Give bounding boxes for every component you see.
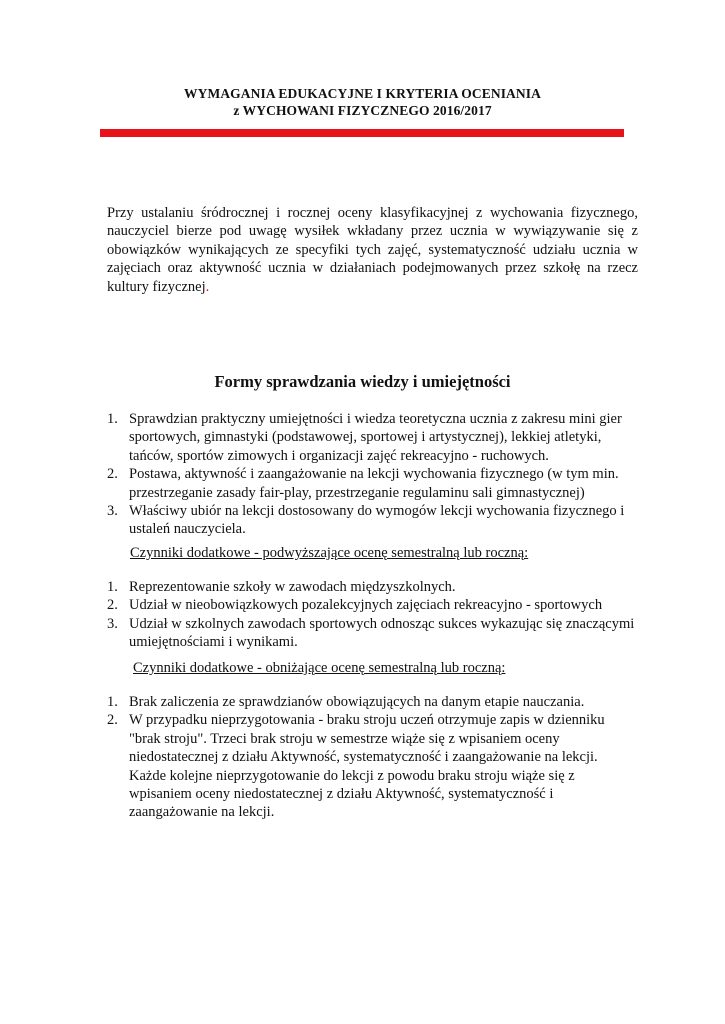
document-title <box>0 85 725 119</box>
list-item <box>107 615 638 652</box>
list-item <box>107 578 638 596</box>
intro-trailing-mark: . <box>205 278 210 295</box>
item-text: Udział w nieobowiązkowych pozalekcyjnych zajęciach rekreacyjno - sportowych <box>129 597 603 614</box>
item-number: 3. <box>107 615 118 632</box>
section-heading: Formy sprawdzania wiedzy i umiejętności <box>214 372 511 391</box>
raising-factors-list <box>107 578 638 652</box>
intro-text: Przy ustalaniu śródrocznej i rocznej oceny klasyfikacyjnej z wychowania fizycznego, nauczyciel bierze pod uwagę wysiłek wkładany przez ucznia w wywiązywanie się z obowiązków wynikających ze specyfiki tych zajęć, systematyczność udziału ucznia w zajęciach oraz aktywność ucznia w działaniach podejmowanych przez szkołę na rzecz kultury fizycznej <box>107 205 638 295</box>
item-number: 2. <box>107 712 118 729</box>
intro-paragraph <box>107 204 638 296</box>
item-text: Reprezentowanie szkoły w zawodach międzyszkolnych. <box>129 579 456 595</box>
item-text: Udział w szkolnych zawodach sportowych odnosząc sukces wykazując się znaczącymi umiejętnościami i wynikami. <box>129 615 635 651</box>
list-item <box>107 410 638 465</box>
item-number: 1. <box>107 579 118 595</box>
list-item <box>107 693 638 711</box>
lowering-factors-heading: Czynniki dodatkowe - obniżające ocenę semestralną lub roczną: <box>133 660 506 676</box>
item-number: 3. <box>107 503 118 520</box>
item-text: Sprawdzian praktyczny umiejętności i wiedza teoretyczna ucznia z zakresu mini gier sportowych, gimnastyki (podstawowej, sportowej i artystycznej), lekkiej atletyki, tańców, sportów zimowych i organizacji zajęć rekreacyjno - ruchowych. <box>129 411 622 464</box>
item-text: W przypadku nieprzygotowania - braku stroju uczeń otrzymuje zapis w dzienniku "brak stroju". Trzeci brak stroju w semestrze wiąże się z wpisaniem oceny niedostatecznej z działu Aktywność, systematyczność i zaangażowanie na lekcji. Każde kolejne nieprzygotowanie do lekcji z powodu braku stroju wiąże się z wpisaniem oceny niedostatecznej z działu Aktywność, systematyczność i zaangażowanie na lekcji. <box>129 712 605 821</box>
lowering-factors-list <box>107 693 638 822</box>
item-number: 2. <box>107 466 118 483</box>
title-divider <box>100 129 624 137</box>
raising-factors-heading: Czynniki dodatkowe - podwyższające ocenę semestralną lub roczną: <box>130 545 529 561</box>
list-item <box>107 465 638 502</box>
item-number: 1. <box>107 694 118 710</box>
title-line-2: z WYCHOWANI FIZYCZNEGO 2016/2017 <box>233 103 492 118</box>
item-number: 1. <box>107 411 118 427</box>
list-item <box>107 502 638 539</box>
title-line-1: WYMAGANIA EDUKACYJNE I KRYTERIA OCENIANIA <box>184 86 541 101</box>
assessment-forms-list <box>107 410 638 539</box>
item-number: 2. <box>107 597 118 614</box>
list-item <box>107 711 638 821</box>
item-text: Postawa, aktywność i zaangażowanie na lekcji wychowania fizycznego (w tym min. przestrzeganie zasady fair-play, przestrzeganie regulaminu sali gimnastycznej) <box>129 466 619 501</box>
list-item <box>107 596 638 614</box>
item-text: Właściwy ubiór na lekcji dostosowany do wymogów lekcji wychowania fizycznego i ustaleń nauczyciela. <box>129 503 625 538</box>
item-text: Brak zaliczenia ze sprawdzianów obowiązujących na danym etapie nauczania. <box>129 694 585 710</box>
